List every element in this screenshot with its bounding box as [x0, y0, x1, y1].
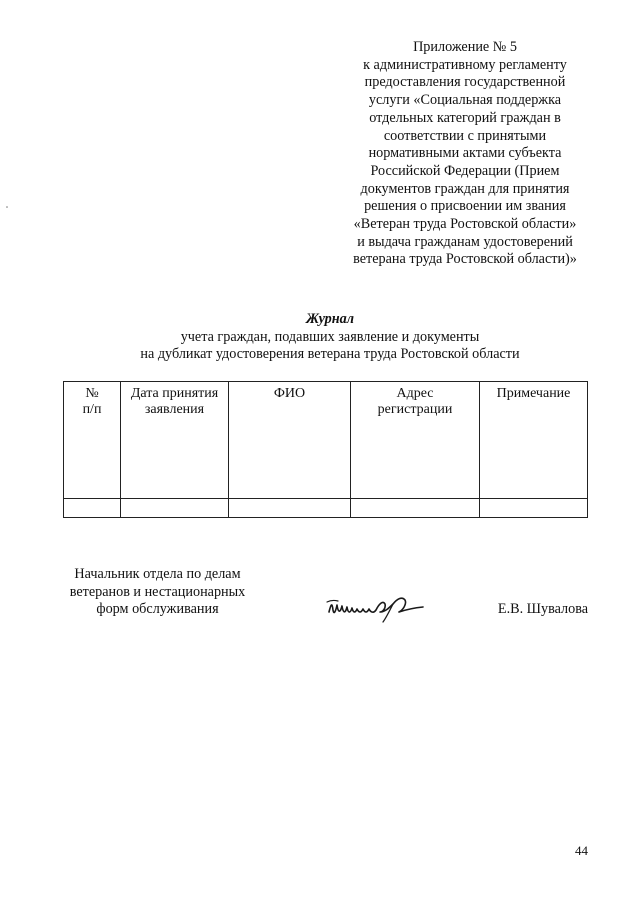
header-text: п/п: [82, 402, 102, 417]
table-cell: [121, 499, 229, 518]
journal-heading: [60, 311, 600, 364]
position-line: Начальник отдела по делам: [74, 566, 241, 582]
table-cell: [480, 499, 588, 518]
position-line: ветеранов и нестационарных: [69, 583, 246, 600]
appendix-line: нормативными актами субъекта: [368, 145, 562, 162]
appendix-line: отдельных категорий граждан в: [369, 109, 561, 126]
appendix-line: к административному регламенту: [363, 56, 567, 73]
column-header-number: [64, 382, 121, 499]
table-header-row: [64, 382, 588, 499]
header-text: Адрес: [396, 386, 434, 401]
scan-speck: [5, 205, 9, 209]
column-header-name: [229, 382, 351, 499]
table-row: [64, 499, 588, 518]
appendix-line: решения о присвоении им звания: [364, 198, 566, 215]
journal-subtitle-line: на дубликат удостоверения ветерана труда Ростовской области: [140, 346, 520, 362]
table-cell: [351, 499, 480, 518]
header-text: №: [85, 386, 99, 401]
handwritten-signature: [323, 590, 433, 624]
appendix-header: [342, 39, 588, 269]
column-header-date: [121, 382, 229, 499]
header-text: заявления: [144, 402, 205, 417]
signatory-name: Е.В. Шувалова: [497, 601, 588, 617]
journal-title: Журнал: [305, 311, 355, 327]
appendix-line: документов граждан для принятия: [360, 180, 570, 197]
header-text: регистрации: [377, 402, 453, 417]
header-text: ФИО: [273, 386, 306, 401]
appendix-line: услуги «Социальная поддержка: [368, 92, 562, 109]
appendix-line: «Ветеран труда Ростовской области»: [353, 216, 577, 233]
position-line: форм обслуживания: [96, 601, 219, 617]
table-cell: [229, 499, 351, 518]
header-text: Дата принятия: [130, 386, 219, 401]
appendix-line: ветерана труда Ростовской области)»: [353, 251, 577, 268]
journal-table: [63, 381, 588, 518]
appendix-line: и выдача гражданам удостоверений: [357, 233, 573, 250]
appendix-line: Приложение № 5: [413, 39, 517, 55]
header-text: Примечание: [496, 386, 571, 401]
table-cell: [64, 499, 121, 518]
signatory-position: [60, 566, 255, 619]
column-header-note: [480, 382, 588, 499]
appendix-line: предоставления государственной: [364, 74, 566, 91]
page-number: 44: [575, 843, 588, 858]
column-header-address: [351, 382, 480, 499]
journal-subtitle-line: учета граждан, подавших заявление и документы: [180, 328, 480, 345]
appendix-line: соответствии с принятыми: [383, 127, 547, 144]
appendix-line: Российской Федерации (Прием: [370, 162, 560, 179]
